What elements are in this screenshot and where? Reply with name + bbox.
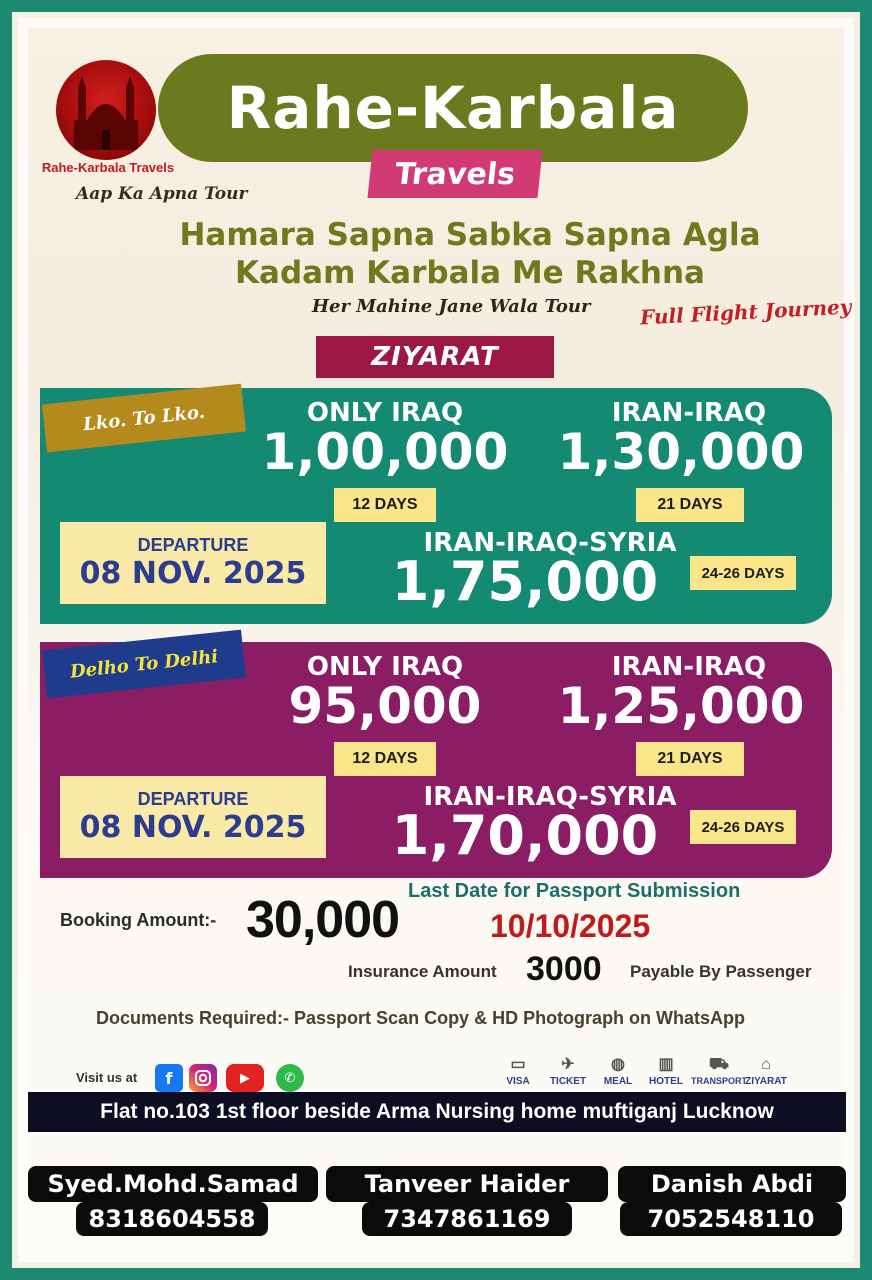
days-badge: 21 DAYS: [636, 742, 744, 776]
visit-us-label: Visit us at: [76, 1070, 138, 1085]
contact-name: Syed.Mohd.Samad: [28, 1166, 318, 1202]
contact-name: Danish Abdi: [618, 1166, 846, 1202]
tagline: Aap Ka Apna Tour: [76, 184, 248, 204]
price-only-iraq: 95,000: [288, 677, 482, 735]
visa-service: [490, 1054, 546, 1087]
visa-icon: ▭: [510, 1056, 526, 1073]
meal-icon: ◍: [611, 1056, 625, 1073]
shrine-icon: ⌂: [761, 1056, 771, 1073]
days-badge: 12 DAYS: [334, 488, 436, 522]
ticket-service: [540, 1054, 596, 1087]
price-iran-iraq: 1,25,000: [557, 677, 805, 735]
monthly-tour-note: Her Mahine Jane Wala Tour: [312, 296, 591, 317]
departure-date: 08 NOV. 2025: [79, 810, 307, 845]
ziyarat-service: [740, 1054, 792, 1087]
brand-name: Rahe-Karbala: [226, 74, 680, 142]
travels-label: Travels: [393, 156, 517, 192]
insurance-amount: 3000: [526, 950, 602, 988]
mosque-logo-icon: [56, 60, 156, 160]
address-text: Flat no.103 1st floor beside Arma Nursing home muftiganj Lucknow: [100, 1100, 774, 1123]
departure-box: [60, 522, 326, 604]
price-iran-iraq-syria: 1,70,000: [391, 804, 659, 867]
travels-tag: [367, 150, 542, 198]
route-label: Delho To Delhi: [68, 645, 220, 683]
headline-line-1: Hamara Sapna Sabka Sapna Agla: [179, 217, 761, 253]
service-label: TRANSPORT: [691, 1076, 747, 1086]
service-label: ZIYARAT: [745, 1076, 787, 1087]
headline-line-2: Kadam Karbala Me Rakhna: [235, 255, 705, 291]
package-name-iran-iraq: IRAN-IRAQ: [611, 652, 767, 682]
contact-phone[interactable]: 8318604558: [76, 1202, 268, 1236]
insurance-label: Insurance Amount: [348, 962, 497, 981]
service-label: VISA: [506, 1076, 530, 1087]
service-label: TICKET: [549, 1076, 587, 1087]
days-badge: 24-26 DAYS: [690, 556, 796, 590]
departure-box: [60, 776, 326, 858]
days-badge: 24-26 DAYS: [690, 810, 796, 844]
passport-deadline-label: Last Date for Passport Submission: [408, 880, 741, 902]
documents-required: Documents Required:- Passport Scan Copy & HD Photograph on WhatsApp: [96, 1008, 746, 1028]
address-bar: [28, 1092, 846, 1132]
section-title-text: ZIYARAT: [371, 342, 499, 372]
whatsapp-icon[interactable]: ✆: [276, 1064, 304, 1092]
package-name-iran-iraq-syria: IRAN-IRAQ-SYRIA: [423, 528, 677, 558]
booking-amount-label: Booking Amount:-: [60, 910, 217, 930]
departure-label: DEPARTURE: [137, 789, 249, 809]
contact-phone[interactable]: 7347861169: [362, 1202, 572, 1236]
price-iran-iraq: 1,30,000: [557, 423, 805, 481]
route-label: Lko. To Lko.: [82, 401, 206, 435]
hotel-service: [638, 1054, 694, 1087]
days-badge: 12 DAYS: [334, 742, 436, 776]
departure-label: DEPARTURE: [137, 535, 249, 555]
instagram-icon[interactable]: [189, 1064, 217, 1092]
ticket-icon: ✈: [561, 1056, 575, 1073]
facebook-icon[interactable]: f: [155, 1064, 183, 1092]
price-only-iraq: 1,00,000: [261, 423, 509, 481]
package-name-only-iraq: ONLY IRAQ: [306, 652, 464, 682]
contact-name: Tanveer Haider: [326, 1166, 608, 1202]
brand-banner: [158, 54, 748, 162]
logo-caption: Rahe-Karbala Travels: [41, 160, 175, 175]
transport-icon: ⛟: [708, 1056, 730, 1073]
days-badge: 21 DAYS: [636, 488, 744, 522]
headline: [120, 216, 820, 292]
package-name-iran-iraq: IRAN-IRAQ: [611, 398, 767, 428]
departure-date: 08 NOV. 2025: [79, 556, 307, 591]
service-label: HOTEL: [649, 1076, 683, 1087]
youtube-icon[interactable]: ▶: [226, 1064, 264, 1092]
service-label: MEAL: [603, 1076, 633, 1087]
hotel-icon: ▥: [658, 1056, 674, 1073]
booking-amount: 30,000: [246, 891, 400, 949]
flight-journey-note: Full Flight Journey: [639, 294, 852, 330]
package-name-iran-iraq-syria: IRAN-IRAQ-SYRIA: [423, 782, 677, 812]
insurance-note: Payable By Passenger: [630, 962, 812, 981]
contact-phone[interactable]: 7052548110: [620, 1202, 842, 1236]
price-iran-iraq-syria: 1,75,000: [391, 550, 659, 613]
package-name-only-iraq: ONLY IRAQ: [306, 398, 464, 428]
passport-deadline-date: 10/10/2025: [490, 908, 651, 944]
section-title: [316, 336, 554, 378]
